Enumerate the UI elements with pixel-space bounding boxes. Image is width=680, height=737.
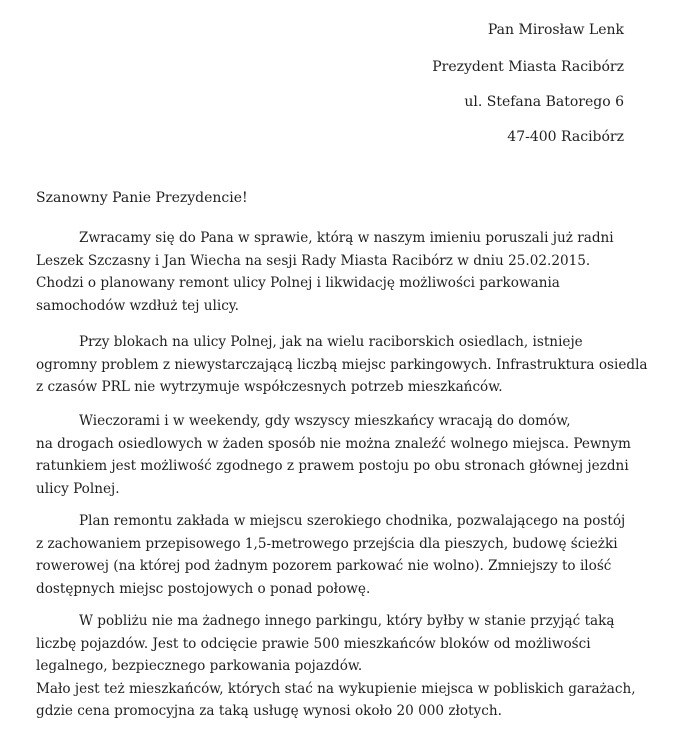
paragraph-line: ratunkiem jest możliwość zgodnego z prawem postoju po obu stronach głównej jezdni (36, 458, 629, 474)
paragraph-line: Przy blokach na ulicy Polnej, jak na wielu raciborskich osiedlach, istnieje (79, 334, 583, 350)
paragraph-line: Plan remontu zakłada w miejscu szerokiego chodnika, pozwalającego na postój (79, 513, 626, 529)
paragraph-line: ulicy Polnej. (36, 480, 120, 497)
paragraph-line: z zachowaniem przepisowego 1,5-metrowego przejścia dla pieszych, budowę ścieżki (36, 535, 618, 552)
paragraph-line: samochodów wzdłuż tej ulicy. (36, 297, 239, 314)
paragraph-line: Chodzi o planowany remont ulicy Polnej i likwidację możliwości parkowania (36, 275, 560, 291)
paragraph-line: Leszek Szczasny i Jan Wiecha na sesji Rady Miasta Racibórz w dniu 25.02.2015. (36, 252, 591, 269)
paragraph-line: na drogach osiedlowych w żaden sposób nie można znaleźć wolnego miejsca. Pewnym (36, 435, 631, 452)
recipient-street: ul. Stefana Batorego 6 (464, 94, 624, 110)
paragraph-line: Mało jest też mieszkańców, których stać na wykupienie miejsca w pobliskich garażach, (36, 680, 636, 697)
paragraph-5 (36, 610, 646, 723)
paragraph-line: dostępnych miejsc postojowych o ponad połowę. (36, 580, 371, 597)
paragraph-2 (36, 331, 646, 399)
paragraph-line: Wieczorami i w weekendy, gdy wszyscy mieszkańcy wracają do domów, (79, 413, 571, 429)
paragraph-line: gdzie cena promocyjna za taką usługę wynosi około 20 000 złotych. (36, 703, 502, 719)
recipient-title: Prezydent Miasta Racibórz (432, 59, 624, 75)
recipient-city: 47-400 Racibórz (507, 129, 624, 145)
paragraph-line: Zwracamy się do Pana w sprawie, którą w naszym imieniu poruszali już radni (79, 230, 614, 246)
paragraph-line: ogromny problem z niewystarczającą liczbą miejsc parkingowych. Infrastruktura osiedla (36, 356, 648, 373)
paragraph-1 (36, 227, 646, 317)
recipient-name: Pan Mirosław Lenk (487, 22, 624, 38)
salutation: Szanowny Panie Prezydencie! (36, 190, 248, 206)
paragraph-line: legalnego, bezpiecznego parkowania pojazdów. (36, 658, 363, 674)
paragraph-line: W pobliżu nie ma żadnego innego parkingu, który byłby w stanie przyjąć taką (79, 613, 615, 629)
paragraph-4 (36, 510, 646, 600)
paragraph-3 (36, 410, 646, 500)
paragraph-line: z czasów PRL nie wytrzymuje współczesnych potrzeb mieszkańców. (36, 379, 503, 395)
paragraph-line: rowerowej (na której pod żadnym pozorem parkować nie wolno). Zmniejszy to ilość (36, 558, 612, 574)
paragraph-line: liczbę pojazdów. Jest to odcięcie prawie 500 mieszkańców bloków od możliwości (36, 635, 591, 652)
